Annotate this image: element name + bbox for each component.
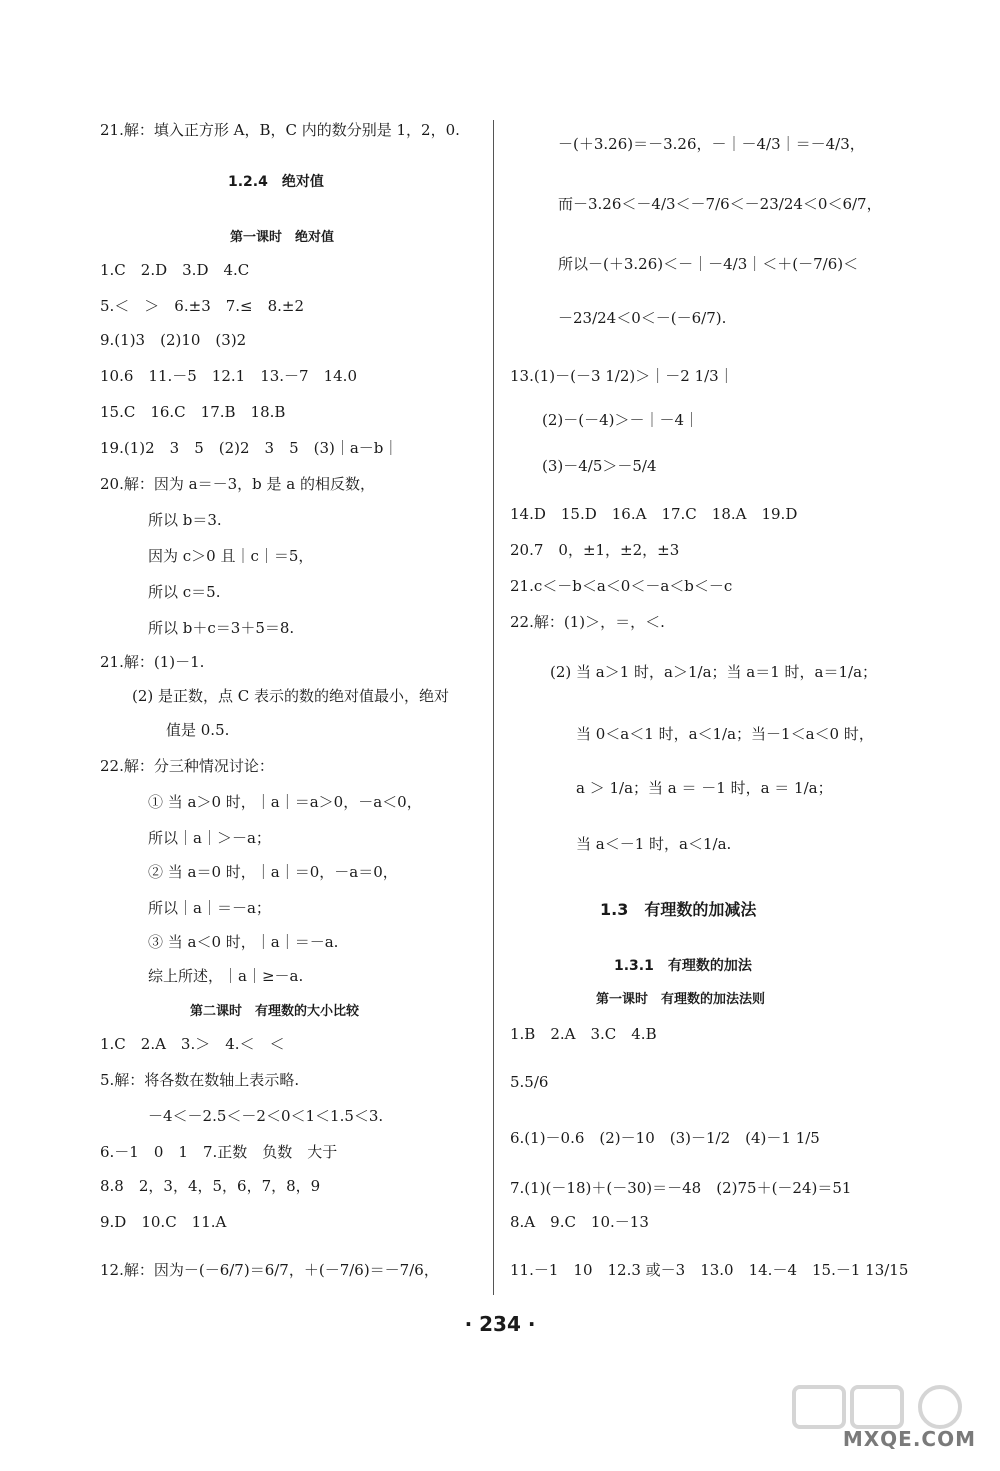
answer-line: (3)－4/5＞－5/4 — [542, 457, 657, 475]
answer-line: ① 当 a＞0 时，｜a｜＝a＞0，－a＜0， — [148, 793, 422, 811]
answer-line: 22.解：(1)＞，＝，＜. — [510, 613, 665, 631]
answer-line: 所以 b＝3. — [148, 511, 222, 529]
answer-line: ③ 当 a＜0 时，｜a｜＝－a. — [148, 933, 339, 951]
section-heading: 1.2.4 绝对值 — [228, 174, 324, 190]
answer-line: 所以｜a｜＞－a； — [148, 829, 271, 847]
answer-line: 1.B 2.A 3.C 4.B — [510, 1025, 657, 1043]
answer-line: 9.D 10.C 11.A — [100, 1213, 227, 1231]
answer-line: 5.5/6 — [510, 1073, 549, 1091]
answer-line: 13.(1)－(－3 1/2)＞｜－2 1/3｜ — [510, 367, 734, 385]
lesson-heading: 第一课时 绝对值 — [230, 230, 335, 245]
answer-line: 当 0＜a＜1 时，a＜1/a；当－1＜a＜0 时， — [576, 725, 874, 743]
answer-line: (2) 当 a＞1 时，a＞1/a；当 a＝1 时，a＝1/a； — [550, 663, 878, 681]
answer-line: 值是 0.5. — [166, 721, 230, 739]
watermark-text: MXQE.COM — [842, 1427, 976, 1451]
answer-line: 8.A 9.C 10.－13 — [510, 1213, 649, 1231]
answer-line: 14.D 15.D 16.A 17.C 18.A 19.D — [510, 505, 798, 523]
answer-line: 所以－(＋3.26)＜－｜－4/3｜＜＋(－7/6)＜ — [558, 255, 859, 273]
subsection-heading: 1.3.1 有理数的加法 — [614, 958, 752, 974]
answer-line: 因为 c＞0 且｜c｜＝5， — [148, 547, 314, 565]
answer-line: 9.(1)3 (2)10 (3)2 — [100, 331, 247, 349]
answer-line: 10.6 11.－5 12.1 13.－7 14.0 — [100, 367, 357, 385]
answer-line: 6.(1)－0.6 (2)－10 (3)－1/2 (4)－1 1/5 — [510, 1129, 820, 1147]
answer-line: 21.解：填入正方形 A，B，C 内的数分别是 1，2，0. — [100, 121, 460, 139]
answer-line: 21.c＜－b＜a＜0＜－a＜b＜－c — [510, 577, 733, 595]
lesson-heading: 第一课时 有理数的加法法则 — [596, 992, 766, 1007]
answer-line: －23/24＜0＜－(－6/7). — [558, 309, 727, 327]
answer-line: 6.－1 0 1 7.正数 负数 大于 — [100, 1143, 338, 1161]
answer-line: 所以｜a｜＝－a； — [148, 899, 271, 917]
answer-line: 15.C 16.C 17.B 18.B — [100, 403, 286, 421]
answer-line: (2)－(－4)＞－｜－4｜ — [542, 411, 700, 429]
answer-line: 20.7 0，±1，±2，±3 — [510, 541, 680, 559]
answer-line: －(＋3.26)＝－3.26，－｜－4/3｜＝－4/3， — [558, 135, 865, 153]
answer-line: 当 a＜－1 时，a＜1/a. — [576, 835, 732, 853]
answer-line: 1.C 2.D 3.D 4.C — [100, 261, 250, 279]
answer-line: 所以 c＝5. — [148, 583, 221, 601]
page-number: · 234 · — [464, 1312, 536, 1336]
answer-line: 7.(1)(－18)＋(－30)＝－48 (2)75＋(－24)＝51 — [510, 1179, 852, 1197]
answer-line: 5.解：将各数在数轴上表示略. — [100, 1071, 300, 1089]
answer-line: 19.(1)2 3 5 (2)2 3 5 (3)｜a－b｜ — [100, 439, 399, 457]
answer-line: －4＜－2.5＜－2＜0＜1＜1.5＜3. — [148, 1107, 384, 1125]
answer-line: 5.＜ ＞ 6.±3 7.≤ 8.±2 — [100, 297, 305, 315]
lesson-heading: 第二课时 有理数的大小比较 — [190, 1004, 360, 1019]
answer-line: a ＞ 1/a；当 a ＝ －1 时，a ＝ 1/a； — [576, 779, 833, 797]
answer-line: 22.解：分三种情况讨论： — [100, 757, 274, 775]
answer-line: 1.C 2.A 3.＞ 4.＜ ＜ — [100, 1035, 285, 1053]
answer-line: 12.解：因为－(－6/7)＝6/7，＋(－7/6)＝－7/6， — [100, 1261, 439, 1279]
answer-line: 21.解：(1)－1. — [100, 653, 205, 671]
answer-line: 8.8 2，3，4，5，6，7，8，9 — [100, 1177, 321, 1195]
answer-line: 11.－1 10 12.3 或－3 13.0 14.－4 15.－1 13/15 — [510, 1261, 909, 1279]
answer-line: (2) 是正数，点 C 表示的数的绝对值最小，绝对 — [132, 687, 450, 705]
section-heading: 1.3 有理数的加减法 — [600, 900, 757, 919]
answer-line: ② 当 a＝0 时，｜a｜＝0，－a＝0， — [148, 863, 398, 881]
answer-line: 20.解：因为 a＝－3，b 是 a 的相反数， — [100, 475, 375, 493]
answer-line: 综上所述，｜a｜≥－a. — [148, 967, 304, 985]
column-divider — [493, 120, 494, 1295]
answer-line: 所以 b＋c＝3＋5＝8. — [148, 619, 295, 637]
answer-line: 而－3.26＜－4/3＜－7/6＜－23/24＜0＜6/7， — [558, 195, 882, 213]
